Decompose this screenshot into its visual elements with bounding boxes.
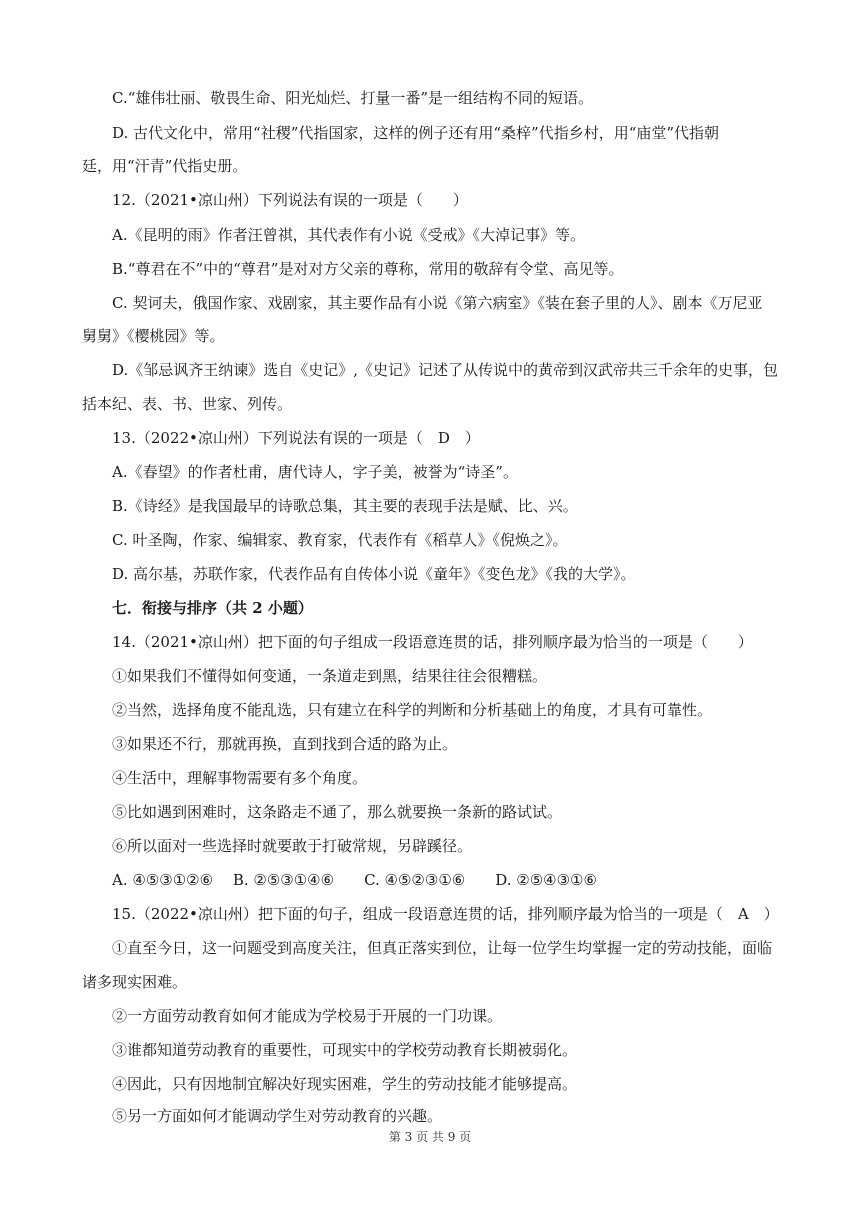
question-13: 13.（2022•凉山州）下列说法有误的一项是（ D ） bbox=[112, 429, 480, 447]
text-line: B.“尊君在不”中的“尊君”是对对方父亲的尊称，常用的敬辞有令堂、高见等。 bbox=[112, 260, 624, 278]
text-line: ⑤比如遇到困难时，这条路走不通了，那么就要换一条新的路试试。 bbox=[112, 803, 563, 821]
text-line: ①如果我们不懂得如何变通，一条道走到黑，结果往往会很糟糕。 bbox=[112, 667, 548, 685]
text-line: D. 古代文化中，常用“社稷”代指国家，这样的例子还有用“桑梓”代指乡村，用“庙堂”代指朝 bbox=[112, 124, 720, 142]
text-line: ③谁都知道劳动教育的重要性，可现实中的学校劳动教育长期被弱化。 bbox=[112, 1041, 578, 1059]
section-heading: 七．衔接与排序（共 2 小题） bbox=[112, 599, 313, 617]
text-line: ④生活中，理解事物需要有多个角度。 bbox=[112, 769, 368, 787]
text-line: 括本纪、表、书、世家、列传。 bbox=[82, 395, 293, 413]
text-line: C. 契诃夫，俄国作家、戏剧家，其主要作品有小说《第六病室》《装在套子里的人》、剧本《万尼亚 bbox=[112, 294, 763, 312]
text-line: A.《春望》的作者杜甫，唐代诗人，字子美，被誉为“诗圣”。 bbox=[112, 463, 518, 481]
text-line: C.“雄伟壮丽、敬畏生命、阳光灿烂、打量一番”是一组结构不同的短语。 bbox=[112, 89, 594, 107]
text-line: ②当然，选择角度不能乱选，只有建立在科学的判断和分析基础上的角度，才具有可靠性。 bbox=[112, 701, 713, 719]
text-line: ①直至今日，这一问题受到高度关注，但真正落实到位，让每一位学生均掌握一定的劳动技能，面临 bbox=[112, 939, 773, 957]
text-line: ⑤另一方面如何才能调动学生对劳动教育的兴趣。 bbox=[112, 1107, 443, 1125]
question-15: 15.（2022•凉山州）把下面的句子，组成一段语意连贯的话，排列顺序最为恰当的一项是（ A ） bbox=[112, 905, 779, 923]
question-14: 14.（2021•凉山州）把下面的句子组成一段语意连贯的话，排列顺序最为恰当的一项是（ ） bbox=[112, 633, 753, 651]
answer-options: A. ④⑤③①②⑥ B. ②⑤③①④⑥ C. ④⑤②③①⑥ D. ②⑤④③①⑥ bbox=[112, 871, 597, 889]
text-line: C. 叶圣陶，作家、编辑家、教育家，代表作有《稻草人》《倪焕之》。 bbox=[112, 531, 568, 549]
text-line: ⑥所以面对一些选择时就要敢于打破常规，另辟蹊径。 bbox=[112, 837, 473, 855]
text-line: ④因此，只有因地制宜解决好现实困难，学生的劳动技能才能够提高。 bbox=[112, 1075, 578, 1093]
question-12: 12.（2021•凉山州）下列说法有误的一项是（ ） bbox=[112, 191, 468, 209]
text-line: 廷，用“汗青”代指史册。 bbox=[82, 157, 248, 175]
page-footer: 第 3 页 共 9 页 bbox=[388, 1130, 472, 1144]
text-line: 舅舅》《樱桃园》等。 bbox=[82, 327, 225, 345]
text-line: ②一方面劳动教育如何才能成为学校易于开展的一门功课。 bbox=[112, 1007, 503, 1025]
text-line: D.《邹忌讽齐王纳谏》选自《史记》,《史记》记述了从传说中的黄帝到汉武帝共三千余年的史事，包 bbox=[112, 361, 779, 379]
text-line: D. 高尔基，苏联作家，代表作品有自传体小说《童年》《变色龙》《我的大学》。 bbox=[112, 565, 636, 583]
text-line: 诸多现实困难。 bbox=[82, 973, 188, 991]
text-line: B.《诗经》是我国最早的诗歌总集，其主要的表现手法是赋、比、兴。 bbox=[112, 497, 578, 515]
text-line: ③如果还不行，那就再换，直到找到合适的路为止。 bbox=[112, 735, 458, 753]
text-line: A.《昆明的雨》作者汪曾祺，其代表作有小说《受戒》《大淖记事》等。 bbox=[112, 226, 586, 244]
